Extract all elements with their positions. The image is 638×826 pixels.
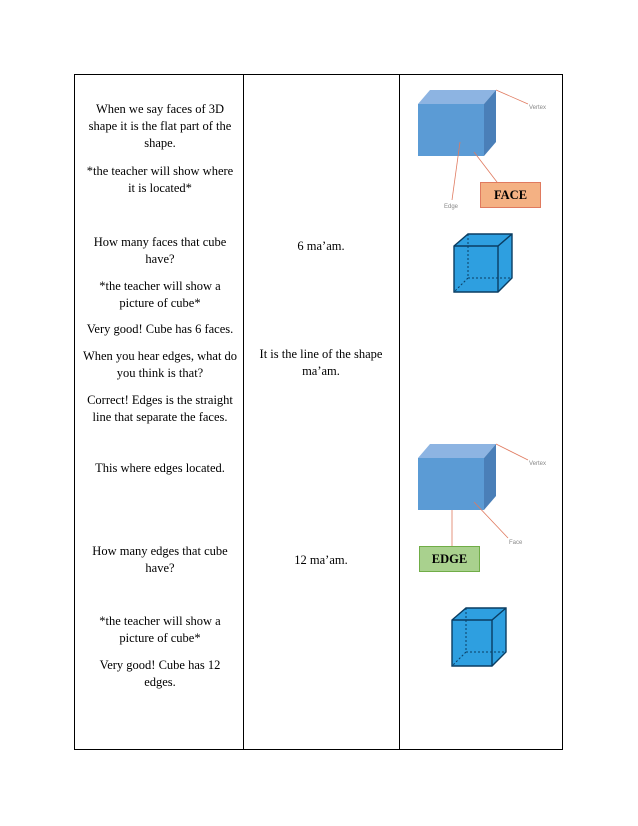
student-response: It is the line of the shape ma’am. — [259, 347, 383, 378]
teacher-text: When we say faces of 3D shape it is the flat part of the shape. — [88, 102, 232, 150]
prism-top — [418, 90, 496, 104]
vertex-label: Vertex — [529, 105, 547, 111]
teacher-text: How many faces that cube have? — [93, 235, 227, 266]
column-divider — [399, 75, 400, 749]
face-label: FACE — [480, 182, 541, 208]
face-label: Face — [509, 540, 523, 546]
teacher-text: How many edges that cube have? — [92, 544, 228, 575]
teacher-text: *the teacher will show a picture of cube* — [99, 614, 221, 645]
teacher-text: *the teacher will show a picture of cube* — [99, 279, 221, 310]
prism-top — [418, 444, 496, 458]
teacher-text: When you hear edges, what do you think is that? — [82, 349, 238, 380]
teacher-text: Very good! Cube has 6 faces. — [86, 322, 234, 336]
edge-label: EDGE — [419, 546, 480, 572]
column-divider — [243, 75, 244, 749]
edge-label: Edge — [444, 204, 459, 210]
cube-picture — [448, 606, 510, 670]
teacher-text: This where edges located. — [95, 461, 225, 475]
student-response: 12 ma’am. — [294, 553, 348, 567]
teacher-text: *the teacher will show where it is located* — [86, 164, 234, 195]
teacher-text: Correct! Edges is the straight line that separate the faces. — [87, 393, 233, 424]
student-response: 6 ma’am. — [297, 239, 345, 253]
vertex-label: Vertex — [529, 461, 547, 467]
teacher-text: Very good! Cube has 12 edges. — [99, 658, 221, 689]
cube-picture — [450, 232, 516, 296]
prism-front — [418, 104, 484, 156]
edge-diagram — [412, 438, 562, 548]
